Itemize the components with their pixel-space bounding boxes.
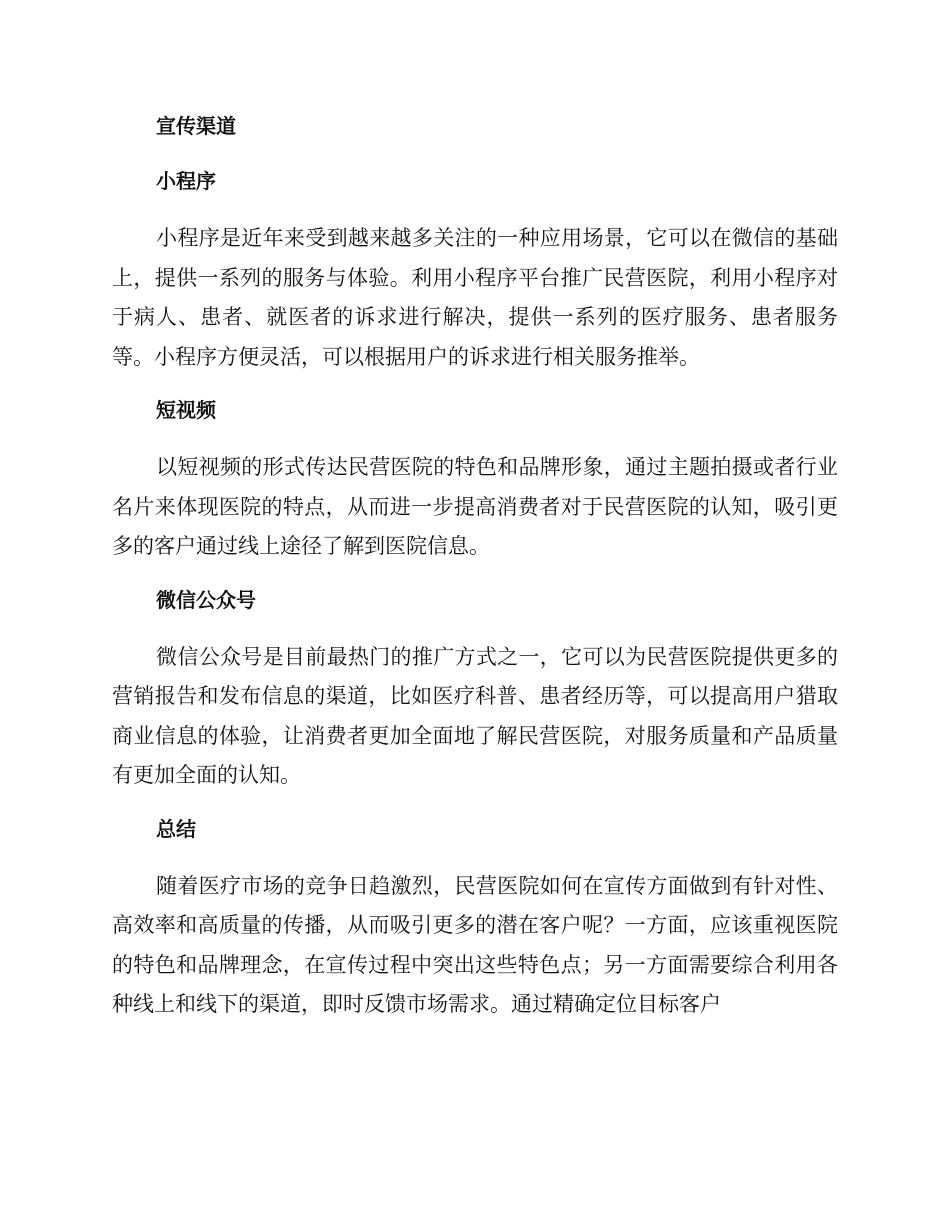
heading-short-video: 短视频 xyxy=(156,398,216,422)
paragraph-wechat-official-account: 微信公众号是目前最热门的推广方式之一，它可以为民营医院提供更多的营销报告和发布信息的渠道，比如医疗科普、患者经历等，可以提高用户猎取商业信息的体验，让消费者更加全面地了解民营医院，对服务质量和产品质量有更加全面的认知。 xyxy=(112,644,838,787)
section-title: 宣传渠道 xyxy=(156,114,236,138)
paragraph-summary: 随着医疗市场的竞争日趋激烈，民营医院如何在宣传方面做到有针对性、高效率和高质量的传播，从而吸引更多的潜在客户呢？一方面，应该重视医院的特色和品牌理念，在宣传过程中突出这些特色点；另一方面需要综合利用各种线上和线下的渠道，即时反馈市场需求。通过精确定位目标客户 xyxy=(112,873,838,1016)
heading-mini-program: 小程序 xyxy=(156,169,216,193)
heading-summary: 总结 xyxy=(156,816,196,841)
heading-wechat-official-account: 微信公众号 xyxy=(156,587,256,612)
document-page xyxy=(112,108,838,1025)
paragraph-short-video: 以短视频的形式传达民营医院的特色和品牌形象，通过主题拍摄或者行业名片来体现医院的特点，从而进一步提高消费者对于民营医院的认知，吸引更多的客户通过线上途径了解到医院信息。 xyxy=(112,455,838,558)
paragraph-mini-program: 小程序是近年来受到越来越多关注的一种应用场景，它可以在微信的基础上，提供一系列的服务与体验。利用小程序平台推广民营医院，利用小程序对于病人、患者、就医者的诉求进行解决，提供一系列的医疗服务、患者服务等。小程序方便灵活，可以根据用户的诉求进行相关服务推举。 xyxy=(112,226,838,369)
